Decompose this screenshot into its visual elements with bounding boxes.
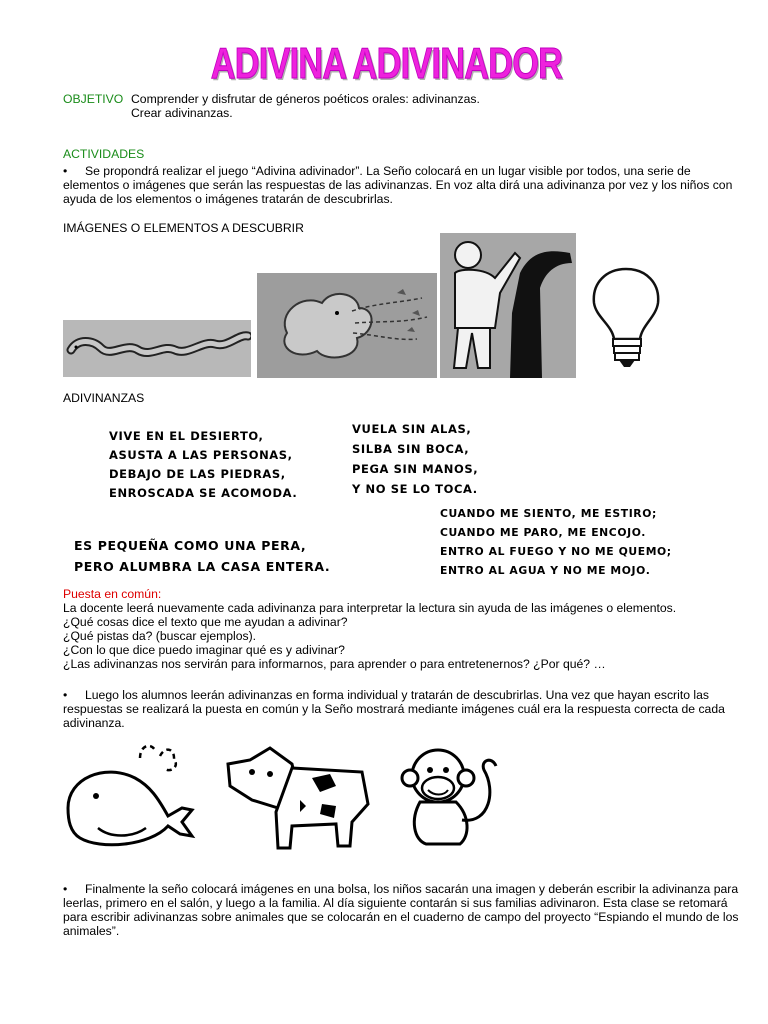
riddle-line: DEBAJO DE LAS PIEDRAS, <box>109 467 286 481</box>
bullet3-paragraph <box>63 882 743 938</box>
riddle-line: ENROSCADA SE ACOMODA. <box>109 486 298 500</box>
objetivo-section <box>63 92 123 106</box>
riddle-line: CUANDO ME SIENTO, ME ESTIRO; <box>440 507 657 520</box>
objetivo-line-2: Crear adivinanzas. <box>131 106 233 120</box>
puesta-label: Puesta en común: <box>63 587 162 601</box>
riddle-line: ENTRO AL AGUA Y NO ME MOJO. <box>440 564 651 577</box>
bullet3-text: Finalmente la seño colocará imágenes en una bolsa, los niños sacarán una imagen y deberán escribir la adivinanza para leerlas, primero en el salón, y luego a la familia. Al día siguiente contarán si sus familias adivinaron. Esta clase se retomará para escribir adivinanzas sobre animales que se colocarán en el cuaderno de campo del proyecto “Espiando el mundo de los animales”. <box>63 882 739 938</box>
cow-image <box>222 742 372 854</box>
puesta-lines <box>63 601 743 671</box>
objetivo-label: OBJETIVO <box>63 92 124 106</box>
shadow-image <box>440 233 576 378</box>
bullet2-text: Luego los alumnos leerán adivinanzas en forma individual y tratarán de descubrirlas. Una vez que hayan escrito las respuestas se realizará la puesta en común y la Seño mostrará mediante imágenes cuál era la respuesta correcta de cada adivinanza. <box>63 688 725 730</box>
page-title: ADIVINA ADIVINADOR <box>210 39 563 88</box>
actividades-text: Se propondrá realizar el juego “Adivina adivinador”. La Seño colocará en un lugar visible por todos, una serie de elementos o imágenes que serán las respuestas de las adivinanzas. En voz alta dirá una adivinanza por vez y los niños con ayuda de los elementos o imágenes tratarán de descubrirlas. <box>63 164 733 206</box>
riddle-shadow <box>440 504 672 580</box>
actividades-paragraph <box>63 164 743 206</box>
bullet-icon <box>63 164 75 178</box>
puesta-line: ¿Qué cosas dice el texto que me ayudan a adivinar? <box>63 615 348 629</box>
monkey-image <box>400 740 510 854</box>
riddle-line: ES PEQUEÑA COMO UNA PERA, <box>74 538 307 553</box>
riddle-line: VIVE EN EL DESIERTO, <box>109 429 264 443</box>
riddle-line: ENTRO AL FUEGO Y NO ME QUEMO; <box>440 545 672 558</box>
actividades-label: ACTIVIDADES <box>63 147 145 161</box>
imagenes-heading: IMÁGENES O ELEMENTOS A DESCUBRIR <box>63 221 304 235</box>
riddle-bulb <box>74 535 330 577</box>
riddle-line: SILBA SIN BOCA, <box>352 442 470 456</box>
riddle-line: PERO ALUMBRA LA CASA ENTERA. <box>74 559 331 574</box>
riddle-wind <box>352 419 478 499</box>
riddle-line: CUANDO ME PARO, ME ENCOJO. <box>440 526 646 539</box>
whale-image <box>60 738 198 854</box>
adivinanzas-heading: ADIVINANZAS <box>63 391 145 405</box>
bullet-icon <box>63 688 75 702</box>
riddle-line: Y NO SE LO TOCA. <box>352 482 478 496</box>
riddle-line: ASUSTA A LAS PERSONAS, <box>109 448 293 462</box>
puesta-line: ¿Con lo que dice puedo imaginar qué es y adivinar? <box>63 643 345 657</box>
riddle-line: VUELA SIN ALAS, <box>352 422 472 436</box>
riddle-snake <box>109 427 297 503</box>
puesta-line: La docente leerá nuevamente cada adivinanza para interpretar la lectura sin ayuda de las imágenes o elementos. <box>63 601 677 615</box>
snake-image <box>63 320 251 377</box>
bullet-icon <box>63 882 75 896</box>
riddle-line: PEGA SIN MANOS, <box>352 462 479 476</box>
light-bulb-image <box>588 265 664 370</box>
puesta-line: ¿Qué pistas da? (buscar ejemplos). <box>63 629 257 643</box>
bullet2-paragraph <box>63 688 743 730</box>
puesta-line: ¿Las adivinanzas nos servirán para informarnos, para aprender o para entretenernos? ¿Por qué? … <box>63 657 606 671</box>
wind-image <box>257 273 437 378</box>
objetivo-line-1: Comprender y disfrutar de géneros poéticos orales: adivinanzas. <box>131 92 480 106</box>
